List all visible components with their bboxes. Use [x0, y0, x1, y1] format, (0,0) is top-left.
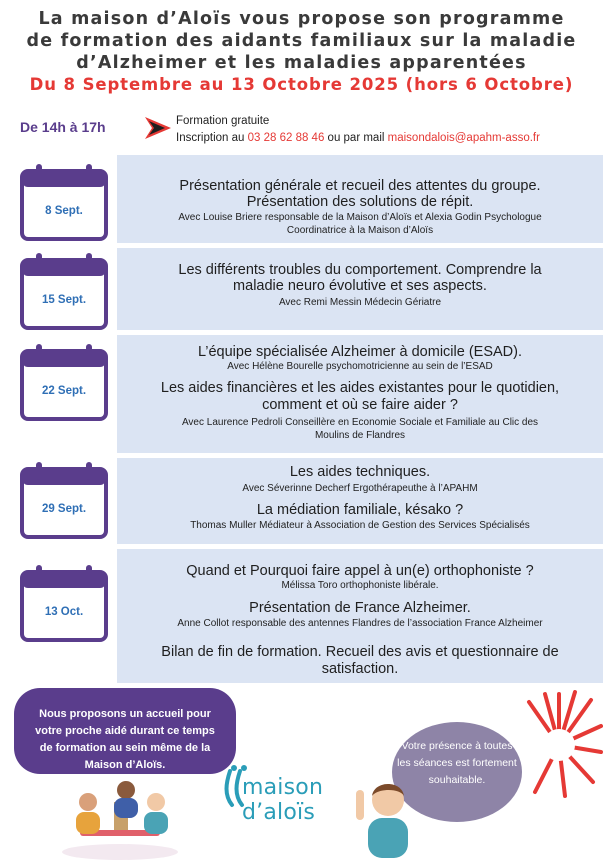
session-speaker: Avec Remi Messin Médecin Gériatre: [278, 297, 442, 308]
calendar-icon: [18, 252, 110, 332]
session-panel: [117, 549, 603, 683]
session-panel: [117, 335, 603, 453]
session-title: Bilan de fin de formation. Recueil des avis et questionnaire de: [161, 644, 559, 660]
session-date: 13 Oct.: [44, 606, 84, 618]
pointing-person-illustration: [350, 770, 420, 858]
session-title: Quand et Pourquoi faire appel à un(e) orthophoniste ?: [186, 563, 534, 579]
bubble-line: les séances est fortement: [397, 757, 517, 769]
session-title: satisfaction.: [321, 661, 399, 677]
session-speaker: Avec Hélène Bourelle psychomotricienne au sein de l’ESAD: [227, 361, 493, 372]
title-dates: Du 8 Septembre au 13 Octobre 2025 (hors 6 Octobre): [29, 75, 574, 94]
people-playing-illustration: [60, 772, 180, 860]
page-title: [0, 8, 603, 96]
session-panel: [117, 248, 603, 330]
session-title: comment et où se faire aider ?: [262, 397, 458, 413]
logo-text: maison d’aloïs: [242, 775, 324, 825]
session-title: maladie neuro évolutive et ses aspects.: [233, 278, 487, 294]
email-link[interactable]: maisondalois@apahm-asso.fr: [387, 132, 540, 144]
session-speaker: Avec Laurence Pedroli Conseillère en Economie Sociale et Familiale au Clic des: [181, 417, 539, 428]
free-label: Formation gratuite: [176, 115, 270, 127]
registration-info: [176, 113, 540, 147]
session-panel: [117, 155, 603, 243]
arrow-icon: [143, 113, 173, 143]
session-date: 8 Sept.: [45, 205, 83, 217]
session-speaker: Avec Séverinne Decherf Ergothérapeuthe à l’APAHM: [242, 483, 478, 494]
calendar-icon: [18, 343, 110, 423]
phone-link[interactable]: 03 28 62 88 46: [247, 132, 325, 144]
session-date: 29 Sept.: [41, 503, 87, 515]
session-speaker: Thomas Muller Médiateur à Association de Gestion des Services Spécialisés: [190, 520, 530, 531]
welcome-bubble: [14, 688, 236, 774]
burst-decoration: [515, 690, 603, 800]
calendar-icon: [18, 163, 110, 243]
hours-label: De 14h à 17h: [20, 119, 106, 135]
title-line-2: de formation des aidants familiaux sur la maladie: [26, 31, 577, 51]
session-title: La médiation familiale, késako ?: [256, 502, 464, 518]
session-speaker: Moulins de Flandres: [314, 430, 406, 441]
session-speaker: Avec Louise Briere responsable de la Maison d’Aloïs et Alexia Godin Psychologue: [178, 212, 542, 223]
bubble-line: de formation au sein même de la: [39, 742, 211, 754]
session-speaker: Anne Collot responsable des antennes Flandres de l’association France Alzheimer: [177, 618, 543, 629]
calendar-icon: [18, 461, 110, 541]
bubble-line: votre proche aidé durant ce temps: [35, 725, 215, 737]
session-title: Présentation générale et recueil des attentes du groupe.: [179, 178, 541, 194]
session-title: Présentation de France Alzheimer.: [249, 600, 471, 616]
bubble-line: Votre présence à toutes: [401, 740, 513, 752]
session-title: L’équipe spécialisée Alzheimer à domicile (ESAD).: [198, 344, 522, 360]
session-title: Les aides techniques.: [289, 464, 431, 480]
session-speaker: Coordinatrice à la Maison d’Aloïs: [286, 225, 434, 236]
title-line-3: d’Alzheimer et les maladies apparentées: [76, 53, 527, 73]
session-date: 22 Sept.: [41, 385, 87, 397]
session-title: Les aides financières et les aides existantes pour le quotidien,: [160, 380, 560, 396]
inscription-prefix: Inscription au: [176, 132, 248, 144]
session-date: 15 Sept.: [41, 294, 87, 306]
session-speaker: Mélissa Toro orthophoniste libérale.: [281, 580, 439, 591]
bubble-line: Maison d’Aloïs.: [84, 759, 166, 771]
bubble-line: souhaitable.: [428, 774, 486, 786]
inscription-line: [176, 130, 540, 147]
session-panel: [117, 458, 603, 544]
title-line-1: La maison d’Aloïs vous propose son programme: [38, 9, 565, 29]
session-title: Les différents troubles du comportement. Comprendre la: [178, 262, 542, 278]
bubble-line: Nous proposons un accueil pour: [39, 708, 211, 720]
session-title: Présentation des solutions de répit.: [246, 194, 474, 210]
calendar-icon: [18, 564, 110, 644]
mail-prefix: ou par mail: [324, 132, 388, 144]
